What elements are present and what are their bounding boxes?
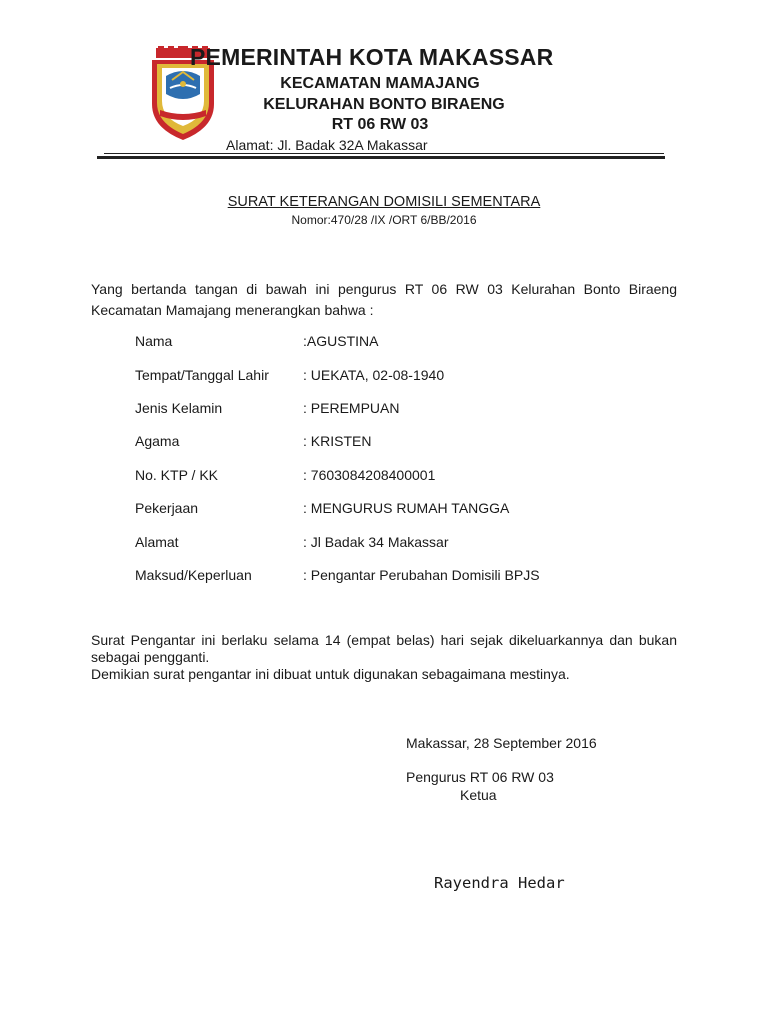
field-value-gender: : PEREMPUAN bbox=[303, 400, 400, 416]
field-label-birth: Tempat/Tanggal Lahir bbox=[135, 367, 269, 383]
field-label-occupation: Pekerjaan bbox=[135, 500, 199, 516]
field-value-occupation: : MENGURUS RUMAH TANGGA bbox=[303, 500, 510, 516]
field-value-address: : Jl Badak 34 Makassar bbox=[303, 534, 449, 550]
closing-statement: Demikian surat pengantar ini dibuat untuk digunakan sebagaimana mestinya. bbox=[91, 666, 570, 682]
neighborhood-title: RT 06 RW 03 bbox=[331, 116, 429, 133]
field-value-birth: : UEKATA, 02-08-1940 bbox=[303, 367, 445, 383]
letter-number: Nomor:470/28 /IX /ORT 6/BB/2016 bbox=[291, 213, 477, 227]
header-divider-thick bbox=[97, 156, 665, 159]
intro-paragraph: Yang bertanda tangan di bawah ini pengurus RT 06 RW 03 Kelurahan Bonto Biraeng Kecamatan Mamajang menerangkan bahwa : bbox=[91, 281, 677, 318]
field-label-address: Alamat bbox=[135, 534, 179, 550]
field-value-name: :AGUSTINA bbox=[303, 333, 379, 349]
field-label-purpose: Maksud/Keperluan bbox=[135, 567, 252, 583]
header-divider-thin bbox=[104, 153, 664, 154]
field-label-id-number: No. KTP / KK bbox=[135, 467, 218, 483]
letter-title: SURAT KETERANGAN DOMISILI SEMENTARA bbox=[227, 194, 541, 210]
signatory-name: Rayendra Hedar bbox=[434, 874, 565, 892]
government-title: PEMERINTAH KOTA MAKASSAR bbox=[190, 44, 554, 70]
district-title: KECAMATAN MAMAJANG bbox=[280, 75, 480, 92]
subdistrict-title: KELURAHAN BONTO BIRAENG bbox=[263, 96, 505, 113]
signature-role: Pengurus RT 06 RW 03 bbox=[406, 769, 554, 785]
field-label-name: Nama bbox=[135, 333, 173, 349]
field-value-religion: : KRISTEN bbox=[303, 433, 372, 449]
field-label-religion: Agama bbox=[135, 433, 180, 449]
office-address: Alamat: Jl. Badak 32A Makassar bbox=[226, 137, 428, 153]
signature-place-date: Makassar, 28 September 2016 bbox=[406, 735, 597, 751]
closing-paragraph bbox=[91, 632, 677, 683]
field-value-id-number: : 7603084208400001 bbox=[303, 467, 436, 483]
signature-position: Ketua bbox=[460, 787, 497, 803]
field-label-gender: Jenis Kelamin bbox=[135, 400, 223, 416]
validity-statement: Surat Pengantar ini berlaku selama 14 (empat belas) hari sejak dikeluarkannya dan bukan sebagai pengganti. bbox=[91, 632, 677, 665]
field-value-purpose: : Pengantar Perubahan Domisili BPJS bbox=[303, 567, 540, 583]
